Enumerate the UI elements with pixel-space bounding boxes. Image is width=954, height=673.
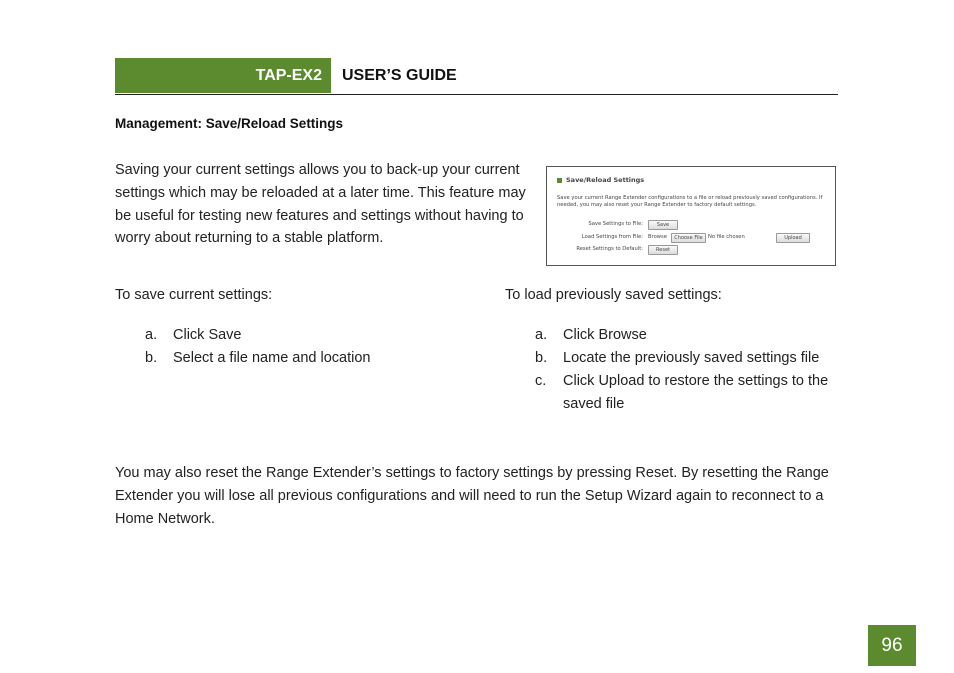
reset-paragraph: You may also reset the Range Extender’s settings to factory settings by pressing Reset. By resetting the Range Extender you will lose all previous configurations and will need to run the Setup Wizard again to reconnect to a Home Network.: [115, 465, 829, 527]
intro-paragraph: Saving your current settings allows you to back-up your current settings which may be reloaded at a later time. This feature may be useful for testing new features and settings without having to worry about returning to a stable platform.: [115, 162, 526, 247]
list-marker: c.: [535, 373, 547, 389]
list-item: [535, 370, 845, 416]
product-name-box: [115, 58, 331, 93]
list-marker: b.: [535, 350, 548, 366]
list-item-text: Select a file name and location: [173, 350, 371, 366]
list-item: [535, 324, 845, 347]
load-settings-label: Load Settings from File:: [581, 234, 643, 240]
save-button[interactable]: Save: [648, 220, 678, 230]
list-item-text: Click Browse: [563, 327, 647, 343]
section-title: Management: Save/Reload Settings: [115, 116, 344, 131]
load-steps-heading: To load previously saved settings:: [505, 287, 722, 303]
save-settings-row: [547, 220, 837, 230]
list-marker: b.: [145, 350, 158, 366]
reset-settings-row: [547, 245, 837, 255]
upload-button[interactable]: Upload: [776, 233, 810, 243]
list-item-text: Click Save: [173, 327, 242, 343]
reset-button[interactable]: Reset: [648, 245, 678, 255]
no-file-text: No file chosen: [708, 234, 745, 240]
screenshot-description: Save your current Range Extender configurations to a file or reload previously saved configurations. If needed, you may also reset your Range Extender to factory default settings.: [557, 195, 823, 208]
list-item-text: Click Upload to restore the settings to the saved file: [563, 373, 829, 412]
product-name: TAP-EX2: [255, 66, 322, 84]
page-header: [115, 58, 838, 95]
load-steps-list: [535, 324, 845, 416]
choose-file-button[interactable]: Choose File: [671, 233, 706, 243]
list-item: [535, 347, 845, 370]
guide-title: USER’S GUIDE: [342, 67, 457, 84]
list-item: [145, 324, 475, 347]
load-settings-row: [547, 233, 837, 243]
reset-settings-label: Reset Settings to Default:: [576, 246, 643, 252]
square-bullet-icon: [557, 178, 562, 183]
save-steps-list: [145, 324, 475, 370]
list-item-text: Locate the previously saved settings file: [563, 350, 820, 366]
list-item: [145, 347, 475, 370]
save-settings-label: Save Settings to File:: [588, 221, 643, 227]
page-number: 96: [868, 625, 916, 666]
screenshot-title-text: Save/Reload Settings: [566, 176, 645, 184]
screenshot-title: [557, 176, 644, 184]
list-marker: a.: [145, 327, 158, 343]
save-steps-heading: To save current settings:: [115, 287, 273, 303]
settings-screenshot: [546, 166, 836, 266]
list-marker: a.: [535, 327, 548, 343]
browse-label: Browse: [648, 234, 667, 240]
